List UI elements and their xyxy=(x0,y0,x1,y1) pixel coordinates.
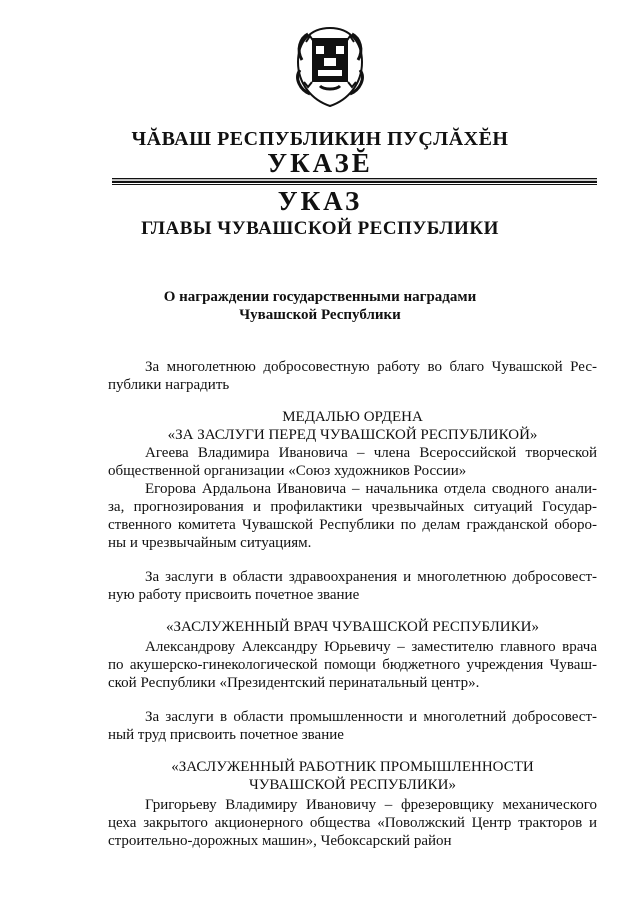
recipient-line: Егорова Ардальона Ивановича – начальника отдела сводного анали- xyxy=(145,481,597,497)
paragraph-line: За заслуги в области промышленности и многолетний добросовест- xyxy=(145,709,597,725)
paragraph-line: За заслуги в области здравоохранения и многолетнюю добросовест- xyxy=(145,569,597,585)
award-heading: «ЗА ЗАСЛУГИ ПЕРЕД ЧУВАШСКОЙ РЕСПУБЛИКОЙ» xyxy=(167,427,538,443)
header-divider xyxy=(112,178,597,185)
chuvash-decree-title: УКАЗĔ xyxy=(267,148,373,178)
recipient-line: строительно-дорожных машин», Чебоксарский район xyxy=(108,833,452,849)
recipient-line: за, прогнозирования и профилактики чрезвычайных ситуаций Государ- xyxy=(108,499,597,515)
recipient-line: ской Республики «Президентский перинатальный центр». xyxy=(108,675,480,691)
paragraph-line: публики наградить xyxy=(108,377,230,393)
document-title-line: Чувашской Республики xyxy=(239,307,401,323)
coat-of-arms-emblem xyxy=(290,20,370,110)
paragraph-line: ную работу присвоить почетное звание xyxy=(108,587,360,603)
document-title xyxy=(100,288,540,324)
award-heading: «ЗАСЛУЖЕННЫЙ РАБОТНИК ПРОМЫШЛЕННОСТИ xyxy=(171,759,534,775)
recipient-line: цеха закрытого акционерного общества «Поволжский Центр тракторов и xyxy=(108,815,597,831)
recipient-line: ственного комитета Чувашской Республики по делам гражданской оборо- xyxy=(108,517,597,533)
award-heading: ЧУВАШСКОЙ РЕСПУБЛИКИ» xyxy=(249,777,456,793)
recipient-line: Агеева Владимира Ивановича – члена Всероссийской творческой xyxy=(145,445,597,461)
chuvash-header-line: ЧĂВАШ РЕСПУБЛИКИН ПУÇЛĂХĔН xyxy=(131,128,509,150)
recipient-line: по акушерско-гинекологической помощи бюджетного учреждения Чуваш- xyxy=(108,657,597,673)
award-heading: МЕДАЛЬЮ ОРДЕНА xyxy=(282,409,423,425)
document-title-line: О награждении государственными наградами xyxy=(163,289,477,305)
recipient-line: Григорьеву Владимиру Ивановичу – фрезеровщику механического xyxy=(145,797,597,813)
decree-title: УКАЗ xyxy=(277,186,363,216)
decree-subtitle: ГЛАВЫ ЧУВАШСКОЙ РЕСПУБЛИКИ xyxy=(141,218,499,239)
recipient-line: общественной организации «Союз художников России» xyxy=(108,463,467,479)
recipient-line: ны и чрезвычайным ситуациям. xyxy=(108,535,312,551)
award-heading: «ЗАСЛУЖЕННЫЙ ВРАЧ ЧУВАШСКОЙ РЕСПУБЛИКИ» xyxy=(166,619,539,635)
paragraph-line: За многолетнюю добросовестную работу во благо Чувашской Рес- xyxy=(145,359,597,375)
paragraph-line: ный труд присвоить почетное звание xyxy=(108,727,344,743)
recipient-line: Александрову Александру Юрьевичу – заместителю главного врача xyxy=(145,639,597,655)
